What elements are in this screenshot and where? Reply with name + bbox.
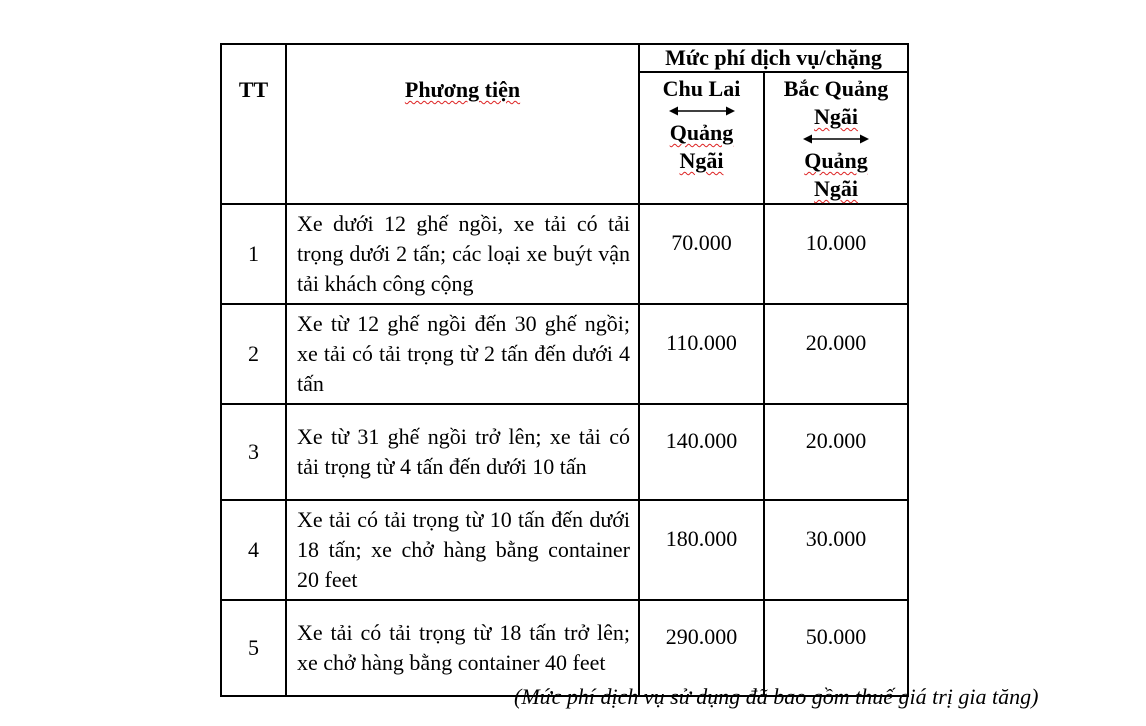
row-fee-chu-lai: 290.000: [639, 600, 764, 696]
row-fee-chu-lai: 110.000: [639, 304, 764, 404]
table-row: [221, 204, 908, 304]
row-vehicle: Xe từ 12 ghế ngồi đến 30 ghế ngồi; xe tải có tải trọng từ 2 tấn đến dưới 4 tấn: [286, 304, 639, 404]
row-fee-bac-quang-ngai: 20.000: [764, 404, 908, 500]
row-fee-chu-lai: 140.000: [639, 404, 764, 500]
header-route-chu-lai: [639, 72, 764, 204]
header-tt: TT: [221, 44, 286, 204]
row-fee-bac-quang-ngai: 30.000: [764, 500, 908, 600]
row-vehicle: Xe dưới 12 ghế ngồi, xe tải có tải trọng dưới 2 tấn; các loại xe buýt vận tải khách công cộng: [286, 204, 639, 304]
double-arrow-icon: [803, 133, 869, 145]
row-vehicle: Xe từ 31 ghế ngồi trở lên; xe tải có tải trọng từ 4 tấn đến dưới 10 tấn: [286, 404, 639, 500]
row-fee-bac-quang-ngai: 50.000: [764, 600, 908, 696]
row-tt: 1: [221, 204, 286, 304]
vat-note: (Mức phí dịch vụ sử dụng đã bao gồm thuế giá trị gia tăng): [514, 684, 1039, 709]
route2-from-line2: Ngãi: [814, 104, 858, 129]
route2-from-line1: Bắc Quảng: [783, 76, 889, 101]
row-fee-chu-lai: 70.000: [639, 204, 764, 304]
row-vehicle: Xe tải có tải trọng từ 18 tấn trở lên; xe chở hàng bằng container 40 feet: [286, 600, 639, 696]
row-tt: 2: [221, 304, 286, 404]
route1-from: Chu Lai: [662, 76, 741, 101]
fee-table: [220, 43, 909, 697]
table-row: [221, 404, 908, 500]
route2-to-line1: Quảng: [804, 148, 868, 173]
header-vehicle-label: Phương tiện: [404, 77, 521, 102]
table-row: [221, 500, 908, 600]
header-route-bac-quang-ngai: [764, 72, 908, 204]
route2-to-line2: Ngãi: [814, 176, 858, 201]
double-arrow-icon: [669, 105, 735, 117]
table-row: [221, 304, 908, 404]
row-fee-bac-quang-ngai: 10.000: [764, 204, 908, 304]
row-tt: 5: [221, 600, 286, 696]
header-vehicle: [286, 44, 639, 204]
route1-to-line1: Quảng: [669, 120, 734, 145]
row-fee-bac-quang-ngai: 20.000: [764, 304, 908, 404]
header-fee-group: Mức phí dịch vụ/chặng: [639, 44, 908, 72]
row-vehicle: Xe tải có tải trọng từ 10 tấn đến dưới 18 tấn; xe chở hàng bằng container 20 feet: [286, 500, 639, 600]
row-fee-chu-lai: 180.000: [639, 500, 764, 600]
row-tt: 4: [221, 500, 286, 600]
row-tt: 3: [221, 404, 286, 500]
table-row: [221, 600, 908, 696]
route1-to-line2: Ngãi: [679, 148, 724, 173]
